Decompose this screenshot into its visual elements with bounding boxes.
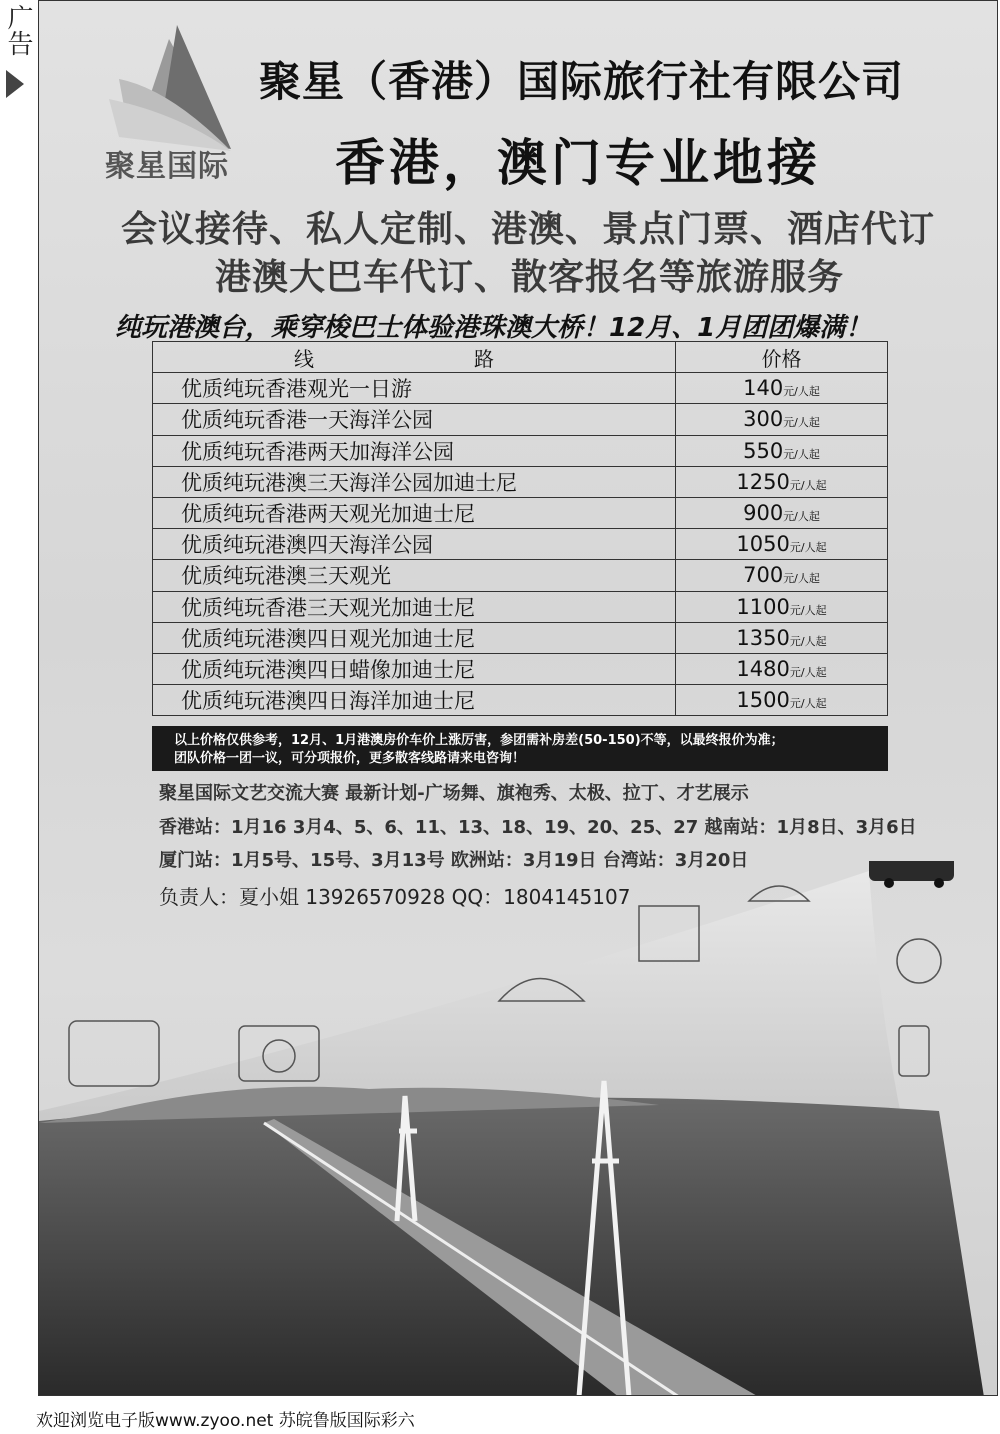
- route-price: [676, 497, 888, 528]
- table-row: [153, 466, 888, 497]
- table-row: [153, 497, 888, 528]
- price-value: 1100: [736, 594, 790, 619]
- bridge-illustration: [39, 861, 998, 1396]
- contest-schedule-2: 厦门站：1月5号、15号、3月13号 欧洲站：3月19日 台湾站：3月20日: [159, 850, 749, 871]
- price-value: 1500: [736, 688, 790, 713]
- route-price: [676, 622, 888, 653]
- bus-icon: [869, 861, 954, 888]
- table-row: [153, 653, 888, 684]
- route-price: [676, 435, 888, 466]
- column-header-price: 价格: [676, 342, 888, 373]
- price-unit: 元/人起: [783, 447, 820, 461]
- advertisement: [38, 0, 998, 1396]
- route-price: [676, 560, 888, 591]
- route-price: [676, 591, 888, 622]
- price-value: 700: [743, 563, 784, 588]
- contest-schedule-1: 香港站：1月16 3月4、5、6、11、13、18、19、20、25、27 越南站：1月8日、3月6日: [159, 817, 917, 838]
- price-unit: 元/人起: [789, 634, 827, 648]
- route-price: [676, 529, 888, 560]
- price-value: 900: [743, 501, 784, 526]
- route-name: 优质纯玩港澳三天观光: [153, 560, 676, 591]
- route-name: 优质纯玩港澳四天海洋公园: [153, 529, 676, 560]
- route-price: [676, 466, 888, 497]
- route-price: [676, 404, 888, 435]
- footer-text: 欢迎浏览电子版www.zyoo.net 苏皖鲁版国际彩六: [36, 1411, 415, 1431]
- price-unit: 元/人起: [783, 385, 820, 399]
- price-unit: 元/人起: [783, 510, 820, 524]
- route-name: 优质纯玩香港两天观光加迪士尼: [153, 497, 676, 528]
- price-notice: [152, 726, 888, 771]
- price-table: [152, 341, 888, 716]
- company-name: 聚星（香港）国际旅行社有限公司: [259, 57, 905, 106]
- promo-headline: 纯玩港澳台，乘穿梭巴士体验港珠澳大桥！12月、1月团团爆满！: [115, 313, 872, 343]
- route-name: 优质纯玩香港两天加海洋公园: [153, 435, 676, 466]
- price-unit: 元/人起: [789, 665, 827, 679]
- route-price: [676, 653, 888, 684]
- notice-line-1: 以上价格仅供参考，12月、1月港澳房价车价上涨厉害，参团需补房差(50-150)不等，以最终报价为准；: [174, 733, 784, 748]
- route-name: 优质纯玩香港观光一日游: [153, 373, 676, 404]
- price-unit: 元/人起: [789, 541, 827, 555]
- ad-side-tag: [0, 0, 39, 100]
- table-header-row: [153, 342, 888, 373]
- price-value: 1480: [736, 656, 790, 681]
- slogan: 香港，澳门专业地接: [335, 134, 821, 192]
- price-unit: 元/人起: [789, 697, 827, 711]
- price-value: 300: [743, 407, 784, 432]
- price-value: 1050: [736, 532, 790, 557]
- route-name: 优质纯玩港澳四日蜡像加迪士尼: [153, 653, 676, 684]
- price-unit: 元/人起: [783, 572, 820, 586]
- table-row: [153, 591, 888, 622]
- services-line-2: 港澳大巴车代订、散客报名等旅游服务: [215, 257, 845, 298]
- route-price: [676, 685, 888, 716]
- price-value: 550: [743, 438, 784, 463]
- route-price: [676, 373, 888, 404]
- table-row: [153, 435, 888, 466]
- column-header-route: 线 路: [153, 342, 676, 373]
- price-unit: 元/人起: [783, 416, 820, 430]
- contest-title: 聚星国际文艺交流大赛 最新计划-广场舞、旗袍秀、太极、拉丁、才艺展示: [159, 783, 749, 804]
- price-value: 140: [743, 376, 784, 401]
- table-row: [153, 685, 888, 716]
- table-row: [153, 404, 888, 435]
- route-name: 优质纯玩港澳四日观光加迪士尼: [153, 622, 676, 653]
- table-row: [153, 529, 888, 560]
- arrow-icon: [6, 70, 24, 98]
- route-name: 优质纯玩香港一天海洋公园: [153, 404, 676, 435]
- price-unit: 元/人起: [789, 603, 827, 617]
- price-value: 1350: [736, 625, 790, 650]
- table-row: [153, 560, 888, 591]
- route-name: 优质纯玩港澳四日海洋加迪士尼: [153, 685, 676, 716]
- price-unit: 元/人起: [789, 478, 827, 492]
- table-row: [153, 373, 888, 404]
- services-line-1: 会议接待、私人定制、港澳、景点门票、酒店代订: [121, 209, 936, 250]
- price-value: 1250: [736, 469, 790, 494]
- contact-info: 负责人：夏小姐 13926570928 QQ：1804145107: [159, 885, 631, 909]
- route-name: 优质纯玩香港三天观光加迪士尼: [153, 591, 676, 622]
- logo-text: 聚星国际: [105, 149, 229, 184]
- notice-line-2: 团队价格一团一议，可分项报价，更多散客线路请来电咨询！: [174, 751, 526, 766]
- table-row: [153, 622, 888, 653]
- route-name: 优质纯玩港澳三天海洋公园加迪士尼: [153, 466, 676, 497]
- ad-label: 广告: [3, 4, 33, 56]
